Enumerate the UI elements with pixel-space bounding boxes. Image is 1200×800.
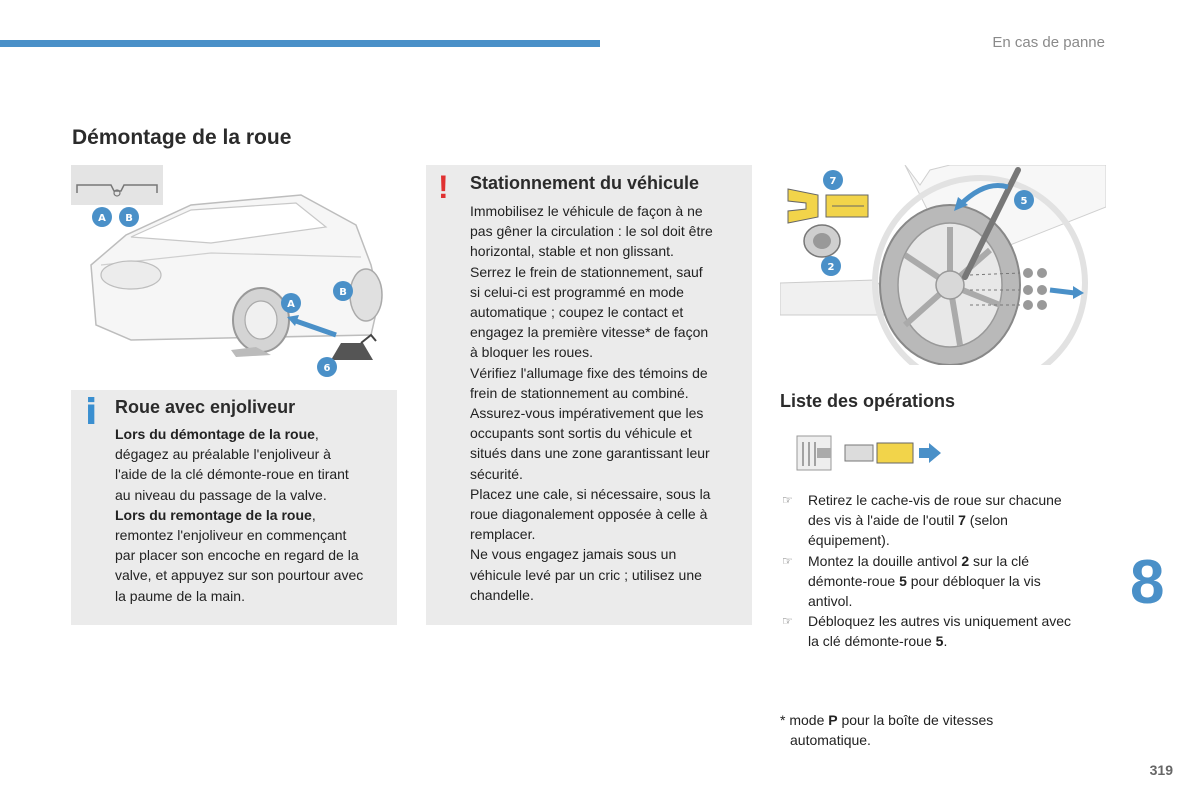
pointing-hand-icon: ☞ (782, 553, 793, 568)
warning-line: Immobilisez le véhicule de façon à ne (470, 203, 703, 219)
op-line: des vis à l'aide de l'outil 7 (selon (808, 512, 1008, 529)
svg-text:A: A (287, 299, 295, 310)
warning-line: automatique ; coupez le contact et (470, 304, 684, 321)
info-box-body (115, 424, 393, 606)
info-line: l'aide de la clé démonte-roue en tirant (115, 466, 349, 483)
warning-box-body (470, 201, 746, 605)
top-accent-bar (0, 40, 600, 47)
op-line: équipement). (808, 532, 890, 549)
info-line: dégagez au préalable l'enjoliveur à (115, 446, 331, 463)
svg-text:A: A (98, 213, 106, 224)
pointing-hand-icon: ☞ (782, 614, 793, 629)
warning-line: horizontal, stable et non glissant. (470, 243, 674, 260)
svg-text:7: 7 (829, 176, 837, 187)
warning-box-title: Stationnement du véhicule (470, 173, 700, 193)
op-line: la clé démonte-roue 5. (808, 633, 948, 650)
footnote: * mode P pour la boîte de vitesses automatique. (780, 710, 1100, 750)
warning-line: véhicule levé par un cric ; utilisez une (470, 566, 702, 583)
op-line: antivol. (808, 593, 853, 610)
page-title: Démontage de la roue (72, 126, 292, 149)
warning-line: engagez la première vitesse* de façon (470, 324, 709, 341)
warning-icon: ! (438, 169, 449, 205)
operation-item (780, 551, 1105, 612)
wheel-tools-illustration (780, 165, 1106, 365)
warning-line: roue diagonalement opposée à celle à (470, 506, 708, 523)
pointing-hand-icon: ☞ (782, 493, 793, 507)
car-jack-illustration (71, 165, 391, 385)
info-box-title: Roue avec enjoliveur (115, 397, 296, 417)
info-icon: i (85, 392, 98, 433)
figure-badge (823, 170, 843, 190)
op-line: Retirez le cache-vis de roue sur chacune (808, 492, 1062, 508)
svg-text:B: B (125, 213, 133, 224)
info-line: par placer son encoche en regard de la (115, 547, 359, 564)
warning-line: Ne vous engagez jamais sous un (470, 546, 677, 563)
op-line: démonte-roue 5 pour débloquer la vis (808, 572, 1041, 589)
section-label: En cas de panne (992, 34, 1105, 51)
operation-item (780, 611, 1105, 651)
info-line: la paume de la main. (115, 587, 245, 604)
info-line: au niveau du passage de la valve. (115, 486, 327, 503)
warning-line: chandelle. (470, 586, 534, 603)
warning-line: remplacer. (470, 526, 536, 543)
info-line: Lors du remontage de la roue, (115, 506, 316, 523)
info-box-wheel-trim (71, 390, 397, 625)
warning-line: à bloquer les roues. (470, 344, 593, 361)
warning-line: pas gêner la circulation : le sol doit être (470, 223, 713, 240)
page-number: 319 (1149, 762, 1173, 778)
info-line: valve, et appuyez sur son pourtour avec (115, 567, 364, 584)
svg-text:6: 6 (323, 363, 331, 374)
warning-line: Vérifiez l'allumage fixe des témoins de (470, 364, 708, 381)
operation-item (780, 490, 1105, 551)
warning-line: Assurez-vous impérativement que les (470, 405, 704, 422)
warning-line: si celui-ci est programmé en mode (470, 283, 684, 300)
warning-line: sécurité. (470, 465, 523, 482)
chapter-number: 8 (1130, 548, 1165, 617)
tools-sequence-illustration (795, 432, 945, 474)
figure-badge (333, 281, 353, 301)
op-line: Montez la douille antivol 2 sur la clé (808, 552, 1030, 569)
op-line: Débloquez les autres vis uniquement avec (808, 613, 1072, 630)
figure-badge (317, 357, 337, 377)
info-line: remontez l'enjoliveur en commençant (115, 527, 347, 544)
figure-badge (119, 207, 139, 227)
svg-text:5: 5 (1020, 196, 1028, 207)
figure-badge (821, 256, 841, 276)
svg-text:B: B (339, 287, 347, 298)
warning-line: Placez une cale, si nécessaire, sous la (470, 485, 711, 502)
warning-line: situés dans une zone garantissant leur (470, 445, 710, 462)
warning-line: Serrez le frein de stationnement, sauf (470, 263, 703, 280)
warning-line: frein de stationnement au combiné. (470, 384, 689, 401)
info-line: Lors du démontage de la roue, (115, 426, 319, 442)
operations-title: Liste des opérations (780, 391, 956, 411)
figure-badge (281, 293, 301, 313)
svg-text:2: 2 (827, 262, 835, 273)
warning-line: occupants sont sortis du véhicule et (470, 425, 692, 442)
operations-list (780, 490, 1105, 652)
figure-badge (92, 207, 112, 227)
warning-box-parking (426, 165, 752, 625)
footnote-continuation: automatique. (790, 732, 871, 749)
figure-badge (1014, 190, 1034, 210)
